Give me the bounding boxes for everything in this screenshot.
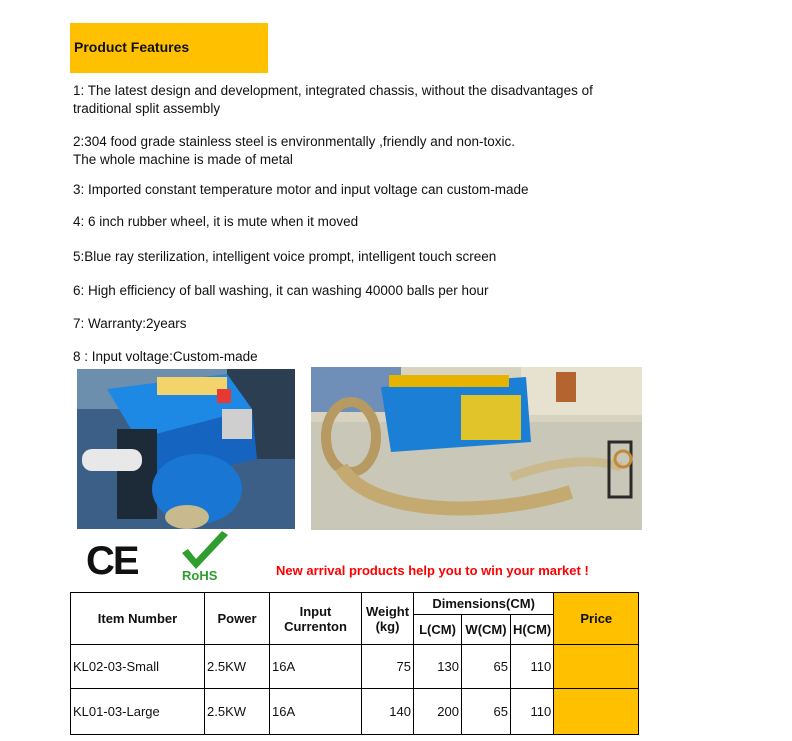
cell-l: 130 xyxy=(414,645,462,689)
header-dimensions: Dimensions(CM) xyxy=(414,593,554,615)
header-item: Item Number xyxy=(71,593,205,645)
feature-item-4: 4: 6 inch rubber wheel, it is mute when it moved xyxy=(73,214,359,229)
feature-item-8: 8 : Input voltage:Custom-made xyxy=(73,349,258,364)
product-photo-full xyxy=(311,367,642,530)
header-input: Input Currenton xyxy=(270,593,362,645)
header-w: W(CM) xyxy=(462,615,511,645)
cell-w: 65 xyxy=(462,645,511,689)
slogan: New arrival products help you to win your market ! xyxy=(276,563,589,578)
features-title: Product Features xyxy=(74,39,190,55)
cell-h: 110 xyxy=(511,689,554,735)
cell-l: 200 xyxy=(414,689,462,735)
cell-item: KL01-03-Large xyxy=(71,689,205,735)
rohs-logo xyxy=(176,531,236,583)
table-row xyxy=(71,689,639,735)
product-photo-closeup xyxy=(77,369,295,529)
cell-input: 16A xyxy=(270,645,362,689)
header-price: Price xyxy=(554,593,639,645)
rohs-label: RoHS xyxy=(182,568,218,583)
header-h: H(CM) xyxy=(511,615,554,645)
header-power: Power xyxy=(205,593,270,645)
feature-item-5: 5:Blue ray sterilization, intelligent voice prompt, intelligent touch screen xyxy=(73,249,497,264)
feature-item-2: 2:304 food grade stainless steel is environmentally ,friendly and non-toxic. The whole machine is made of metal xyxy=(73,134,515,167)
feature-item-7: 7: Warranty:2years xyxy=(73,316,187,331)
cell-price xyxy=(554,689,639,735)
cell-h: 110 xyxy=(511,645,554,689)
table-row xyxy=(71,645,639,689)
header-l: L(CM) xyxy=(414,615,462,645)
feature-item-6: 6: High efficiency of ball washing, it can washing 40000 balls per hour xyxy=(73,283,489,298)
cell-power: 2.5KW xyxy=(205,645,270,689)
cell-w: 65 xyxy=(462,689,511,735)
header-weight: Weight (kg) xyxy=(362,593,414,645)
feature-item-3: 3: Imported constant temperature motor and input voltage can custom-made xyxy=(73,182,529,197)
ce-mark: CE xyxy=(86,539,138,583)
cell-price xyxy=(554,645,639,689)
spec-table xyxy=(70,592,639,735)
features-header xyxy=(70,23,268,73)
cell-item: KL02-03-Small xyxy=(71,645,205,689)
feature-item-1: 1: The latest design and development, integrated chassis, without the disadvantages of traditional split assembly xyxy=(73,83,593,116)
cell-weight: 140 xyxy=(362,689,414,735)
cell-input: 16A xyxy=(270,689,362,735)
cell-weight: 75 xyxy=(362,645,414,689)
cell-power: 2.5KW xyxy=(205,689,270,735)
